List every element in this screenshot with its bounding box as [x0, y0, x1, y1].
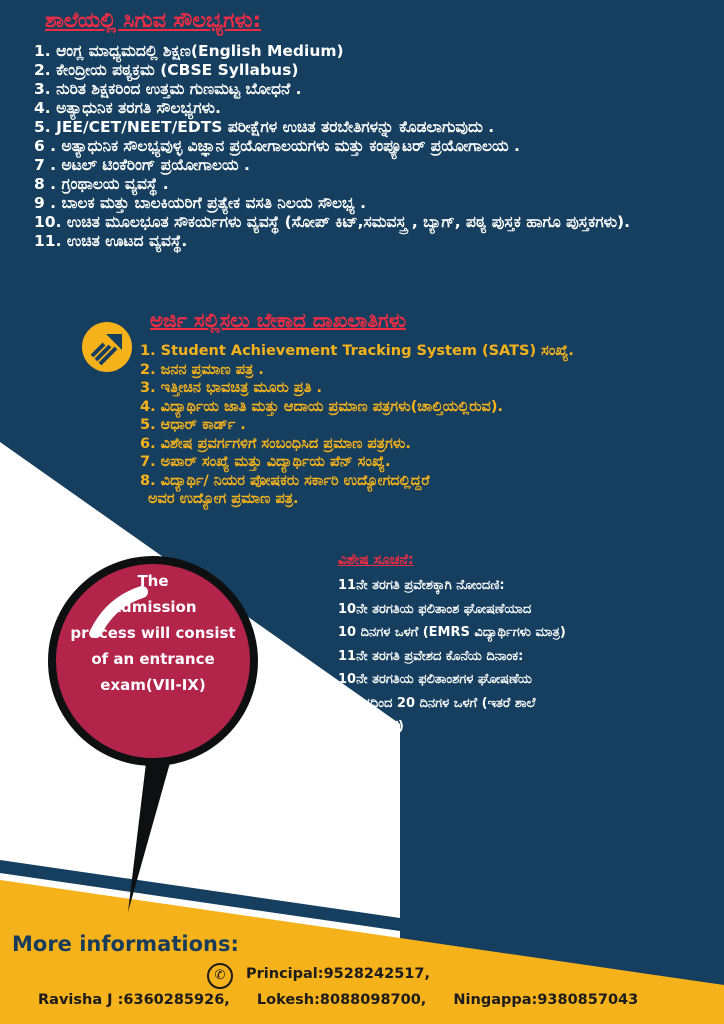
bubble-line: process will consist [70, 624, 236, 642]
list-item: 3. ನುರಿತ ಶಿಕ್ಷಕರಿಂದ ಉತ್ತಮ ಗುಣಮಟ್ಟ ಬೋಧನೆ . [34, 80, 302, 98]
more-info-label: More informations: [12, 932, 239, 956]
note-line: 10 ದಿನಗಳ ಒಳಗೆ (EMRS ವಿದ್ಯಾರ್ಥಿಗಳು ಮಾತ್ರ) [338, 625, 566, 640]
phone-icon: ✆ [207, 963, 233, 989]
list-item: 4. ವಿದ್ಯಾರ್ಥಿಯ ಜಾತಿ ಮತ್ತು ಆದಾಯ ಪ್ರಮಾಣ ಪತ್ರಗಳು(ಚಾಲ್ತಿಯಲ್ಲಿರುವ). [140, 398, 503, 415]
list-item: 7 . ಅಟಲ್ ಟಿಂಕೆರಿಂಗ್ ಪ್ರಯೋಗಾಲಯ . [34, 156, 250, 174]
note-line: ದಿನಾಂಕದಿಂದ 20 ದಿನಗಳ ಒಳಗೆ (ಇತರೆ ಶಾಲೆ [338, 695, 536, 711]
list-item: 7. ಅಪಾರ್ ಸಂಖ್ಯೆ ಮತ್ತು ವಿದ್ಯಾರ್ಥಿಯ ಪೆನ್ ಸಂಖ್ಯೆ. [140, 454, 391, 470]
note-line: 11ನೇ ತರಗತಿ ಪ್ರವೇಶದ ಕೊನೆಯ ದಿನಾಂಕ: [338, 648, 524, 664]
chart-arrow-icon [82, 322, 132, 372]
note-line: 11ನೇ ತರಗತಿ ಪ್ರವೇಶಕ್ಕಾಗಿ ನೋಂದಣಿ: [338, 578, 505, 593]
list-item: 10. ಉಚಿತ ಮೂಲಭೂತ ಸೌಕರ್ಯಗಳು ವ್ಯವಸ್ಥೆ (ಸೋಪ್ ಕಿಟ್,ಸಮವಸ್ತ್ರ , ಬ್ಯಾಗ್, ಪಠ್ಯ ಪುಸ್ತಕ ಹಾಗೂ ಪುಸ್ತಕಗಳು). [34, 213, 630, 231]
contact-ningappa: Ningappa:9380857043 [453, 992, 639, 1008]
contact-ravisha: Ravisha J :6360285926, [38, 992, 230, 1008]
contacts-row [38, 992, 660, 1008]
note-line: ವಿದ್ಯಾರ್ಥಿಗಳಿಗೆ) [338, 719, 404, 734]
note-line: 10ನೇ ತರಗತಿಯ ಫಲಿತಾಂಶಗಳ ಘೋಷಣೆಯ [338, 672, 532, 687]
contact-lokesh: Lokesh:8088098700, [256, 992, 427, 1008]
special-note-heading: ವಿಶೇಷ ಸೂಚನೆ: [338, 552, 414, 568]
list-item: 11. ಉಚಿತ ಊಟದ ವ್ಯವಸ್ಥೆ. [34, 232, 188, 250]
list-item: 3. ಇತ್ತೀಚಿನ ಭಾವಚಿತ್ರ ಮೂರು ಪ್ರತಿ . [140, 380, 322, 396]
special-note-text [338, 574, 718, 739]
list-item: 4. ಅತ್ಯಾಧುನಿಕ ತರಗತಿ ಸೌಲಭ್ಯಗಳು. [34, 99, 221, 117]
list-item: 8. ವಿದ್ಯಾರ್ಥಿ/ ನಿಯರ ಪೋಷಕರು ಸರ್ಕಾರಿ ಉದ್ಯೋಗದಲ್ಲಿದ್ದರೆ [140, 472, 430, 489]
list-item: 2. ಕೇಂದ್ರೀಯ ಪಠ್ಯಕ್ರಮ (CBSE Syllabus) [34, 61, 299, 79]
bubble-line: of an entrance [91, 650, 215, 668]
bubble-line: Admission [109, 598, 197, 616]
list-item: 2. ಜನನ ಪ್ರಮಾಣ ಪತ್ರ . [140, 361, 264, 378]
list-item: 9 . ಬಾಲಕ ಮತ್ತು ಬಾಲಕಿಯರಿಗೆ ಪ್ರತ್ಯೇಕ ವಸತಿ ನಿಲಯ ಸೌಲಭ್ಯ . [34, 194, 367, 212]
facilities-list [34, 42, 714, 251]
documents-list [140, 342, 720, 509]
principal-contact: Principal:9528242517, [246, 966, 430, 982]
bubble-line: The [137, 572, 169, 590]
list-item: 5. JEE/CET/NEET/EDTS ಪರೀಕ್ಷೆಗಳ ಉಚಿತ ತರಬೇತಿಗಳನ್ನು ಕೊಡಲಾಗುವುದು . [34, 118, 495, 136]
list-item: 1. Student Achievement Tracking System (SATS) ಸಂಖ್ಯೆ. [140, 343, 574, 359]
documents-heading: ಅರ್ಜಿ ಸಲ್ಲಿಸಲು ಬೇಕಾದ ದಾಖಲಾತಿಗಳು [150, 308, 406, 332]
list-item: 5. ಆಧಾರ್ ಕಾರ್ಡ್ . [140, 417, 246, 433]
list-item: 6. ವಿಶೇಷ ಪ್ರವರ್ಗಗಳಿಗೆ ಸಂಬಂಧಿಸಿದ ಪ್ರಮಾಣ ಪತ್ರಗಳು. [140, 435, 411, 452]
note-line: 10ನೇ ತರಗತಿಯ ಫಲಿತಾಂಶ ಘೋಷಣೆಯಾದ [338, 601, 532, 617]
list-item: 8 . ಗ್ರಂಥಾಲಯ ವ್ಯವಸ್ಥೆ . [34, 175, 169, 193]
list-item: 6 . ಅತ್ಯಾಧುನಿಕ ಸೌಲಭ್ಯವುಳ್ಳ ವಿಜ್ಞಾನ ಪ್ರಯೋಗಾಲಯಗಳು ಮತ್ತು ಕಂಪ್ಯೂಟರ್ ಪ್ರಯೋಗಾಲಯ . [34, 137, 520, 155]
admission-bubble-text [48, 568, 258, 698]
list-item: ಅವರ ಉದ್ಯೋಗ ಪ್ರಮಾಣ ಪತ್ರ. [148, 491, 299, 507]
bubble-line: exam(VII-IX) [100, 676, 206, 694]
facilities-heading: ಶಾಲೆಯಲ್ಲಿ ಸಿಗುವ ಸೌಲಭ್ಯಗಳು: [45, 8, 262, 32]
list-item: 1. ಆಂಗ್ಲ ಮಾಧ್ಯಮದಲ್ಲಿ ಶಿಕ್ಷಣ(English Medium) [34, 42, 344, 60]
